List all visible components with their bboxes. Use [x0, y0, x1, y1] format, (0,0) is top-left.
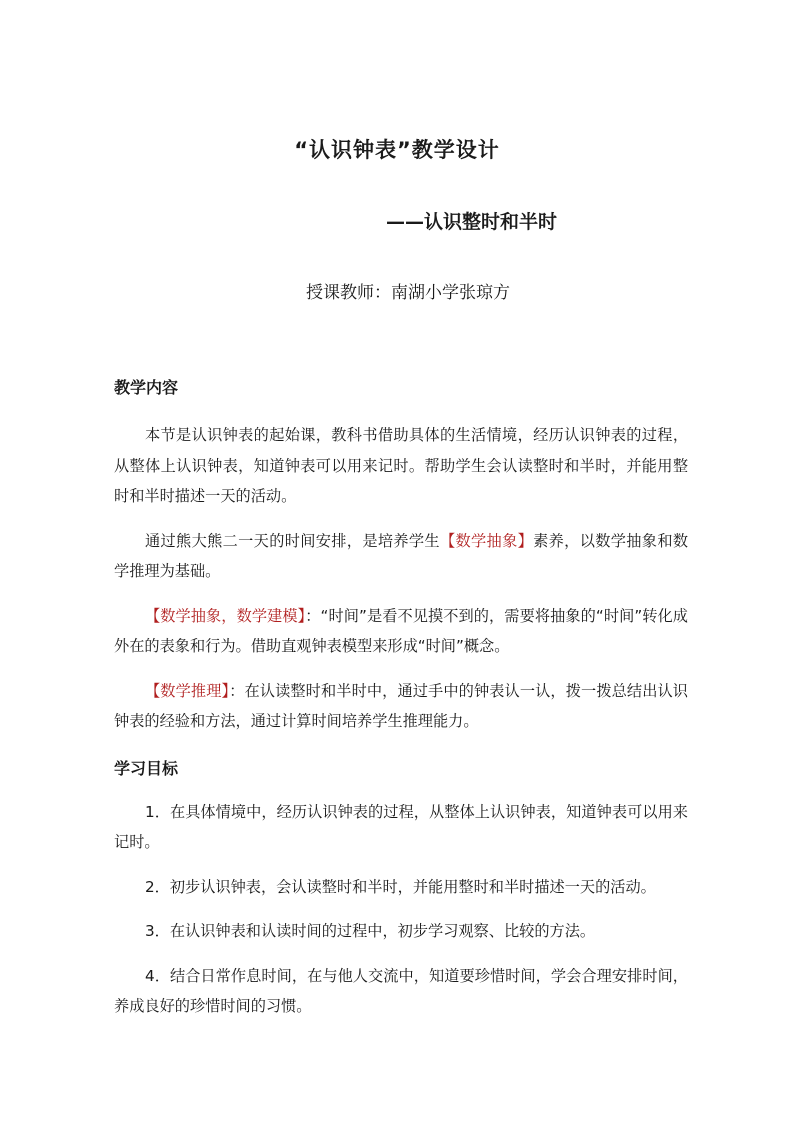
competency-tag: 【数学抽象，数学建模】 — [145, 606, 306, 625]
goal-item: 1．在具体情境中，经历认识钟表的过程，从整体上认识钟表，知道钟表可以用来记时。 — [114, 802, 688, 851]
teacher-line: 授课教师：南湖小学张琼方 — [306, 283, 510, 303]
goal-item: 3．在认识钟表和认读时间的过程中，初步学习观察、比较的方法。 — [145, 922, 596, 940]
goal-item: 2．初步认识钟表，会认读整时和半时，并能用整时和半时描述一天的活动。 — [145, 877, 656, 896]
content-paragraph-1: 本节是认识钟表的起始课，教科书借助具体的生活情境，经历认识钟表的过程，从整体上认识钟表，知道钟表可以用来记时。帮助学生会认读整时和半时，并能用整时和半时描述一天的活动。 — [114, 426, 688, 505]
document-body — [114, 374, 688, 1022]
document-subtitle: ——认识整时和半时 — [386, 211, 558, 233]
content-paragraph-4 — [114, 676, 688, 737]
paragraph-text: ：“时间”是看不见摸不到的，需要将抽象的“时间”转化成外在的表象和行为。借助直观钟表模型来形成“时间”概念。 — [114, 606, 688, 655]
section-heading-content: 教学内容 — [114, 378, 179, 397]
paragraph-text: 通过熊大熊二一天的时间安排，是培养学生 — [145, 531, 440, 550]
content-paragraph-2 — [114, 526, 688, 587]
paragraph-text: ：在认读整时和半时中，通过手中的钟表认一认，拨一拨总结出认识钟表的经验和方法，通过计算时间培养学生推理能力。 — [114, 681, 688, 730]
goal-item: 4．结合日常作息时间，在与他人交流中，知道要珍惜时间，学会合理安排时间，养成良好的珍惜时间的习惯。 — [114, 966, 688, 1015]
paragraph-text: 素养，以数学抽象和数学推理为基础。 — [114, 531, 689, 580]
content-paragraph-3 — [114, 601, 688, 662]
competency-tag: 【数学抽象】 — [439, 531, 534, 550]
competency-tag: 【数学推理】 — [145, 681, 230, 700]
section-heading-goals: 学习目标 — [114, 758, 179, 778]
document-title: “认识钟表”教学设计 — [294, 138, 500, 162]
